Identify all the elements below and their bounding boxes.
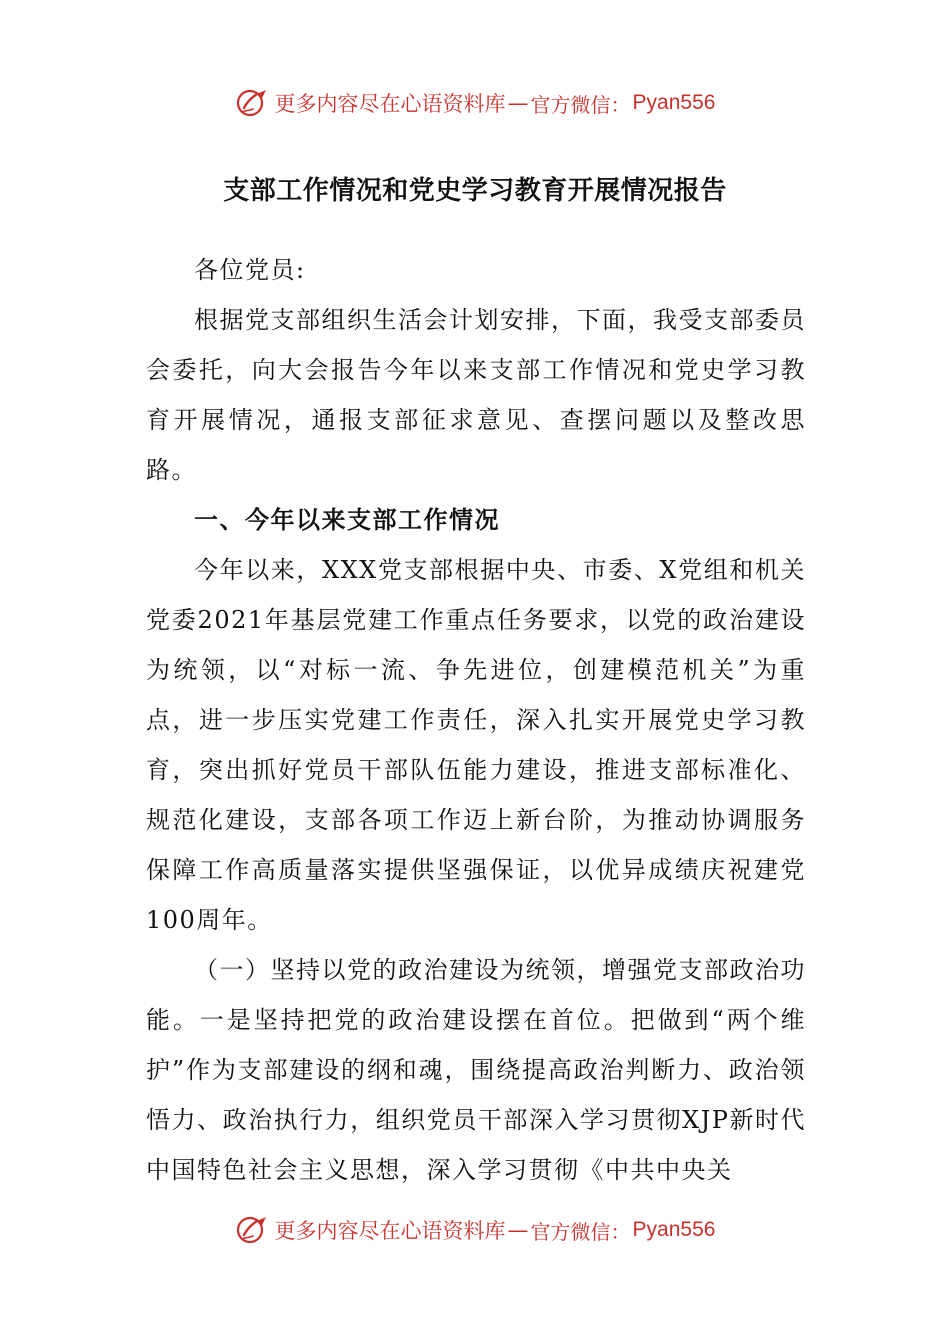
banner-wechat-label: 官方微信： <box>530 92 631 117</box>
subsection-paragraph: （一）坚持以党的政治建设为统领，增强党支部政治功能。一是坚持把党的政治建设摆在首位。把做到“两个维护”作为支部建设的纲和魂，围绕提高政治判断力、政治领悟力、政治执行力，组织党员干部深入学习贯彻XJP新时代中国特色社会主义思想，深入学习贯彻《中共中央关 <box>146 956 806 1184</box>
pen-circle-logo-icon <box>235 86 269 120</box>
banner-wechat-id: Pyan556 <box>632 91 716 114</box>
document-title: 支部工作情况和党史学习教育开展情况报告 <box>223 176 727 206</box>
banner-wechat-label: 官方微信： <box>530 1219 631 1244</box>
section-paragraph: 今年以来，XXX党支部根据中央、市委、X党组和机关党委2021年基层党建工作重点任务要求，以党的政治建设为统领，以“对标一流、争先进位，创建模范机关”为重点，进一步压实党建工作责任，深入扎实开展党史学习教育，突出抓好党员干部队伍能力建设，推进支部标准化、规范化建设，支部各项工作迈上新台阶，为推动协调服务保障工作高质量落实提供坚强保证，以优异成绩庆祝建党100周年。 <box>146 556 806 934</box>
banner-text: 更多内容尽在心语资料库 <box>274 1219 506 1243</box>
header-watermark-banner <box>0 83 950 123</box>
banner-wechat-id: Pyan556 <box>632 1218 716 1241</box>
document-body <box>146 245 806 1195</box>
salutation: 各位党员: <box>194 256 306 284</box>
banner-dash: — <box>507 91 529 115</box>
intro-paragraph: 根据党支部组织生活会计划安排，下面，我受支部委员会委托，向大会报告今年以来支部工作情况和党史学习教育开展情况，通报支部征求意见、查摆问题以及整改思路。 <box>146 306 806 484</box>
banner-text: 更多内容尽在心语资料库 <box>274 92 506 116</box>
pen-circle-logo-icon <box>235 1213 269 1247</box>
section-heading: 一、今年以来支部工作情况 <box>194 506 500 534</box>
footer-watermark-banner <box>0 1210 950 1250</box>
banner-dash: — <box>507 1218 529 1242</box>
